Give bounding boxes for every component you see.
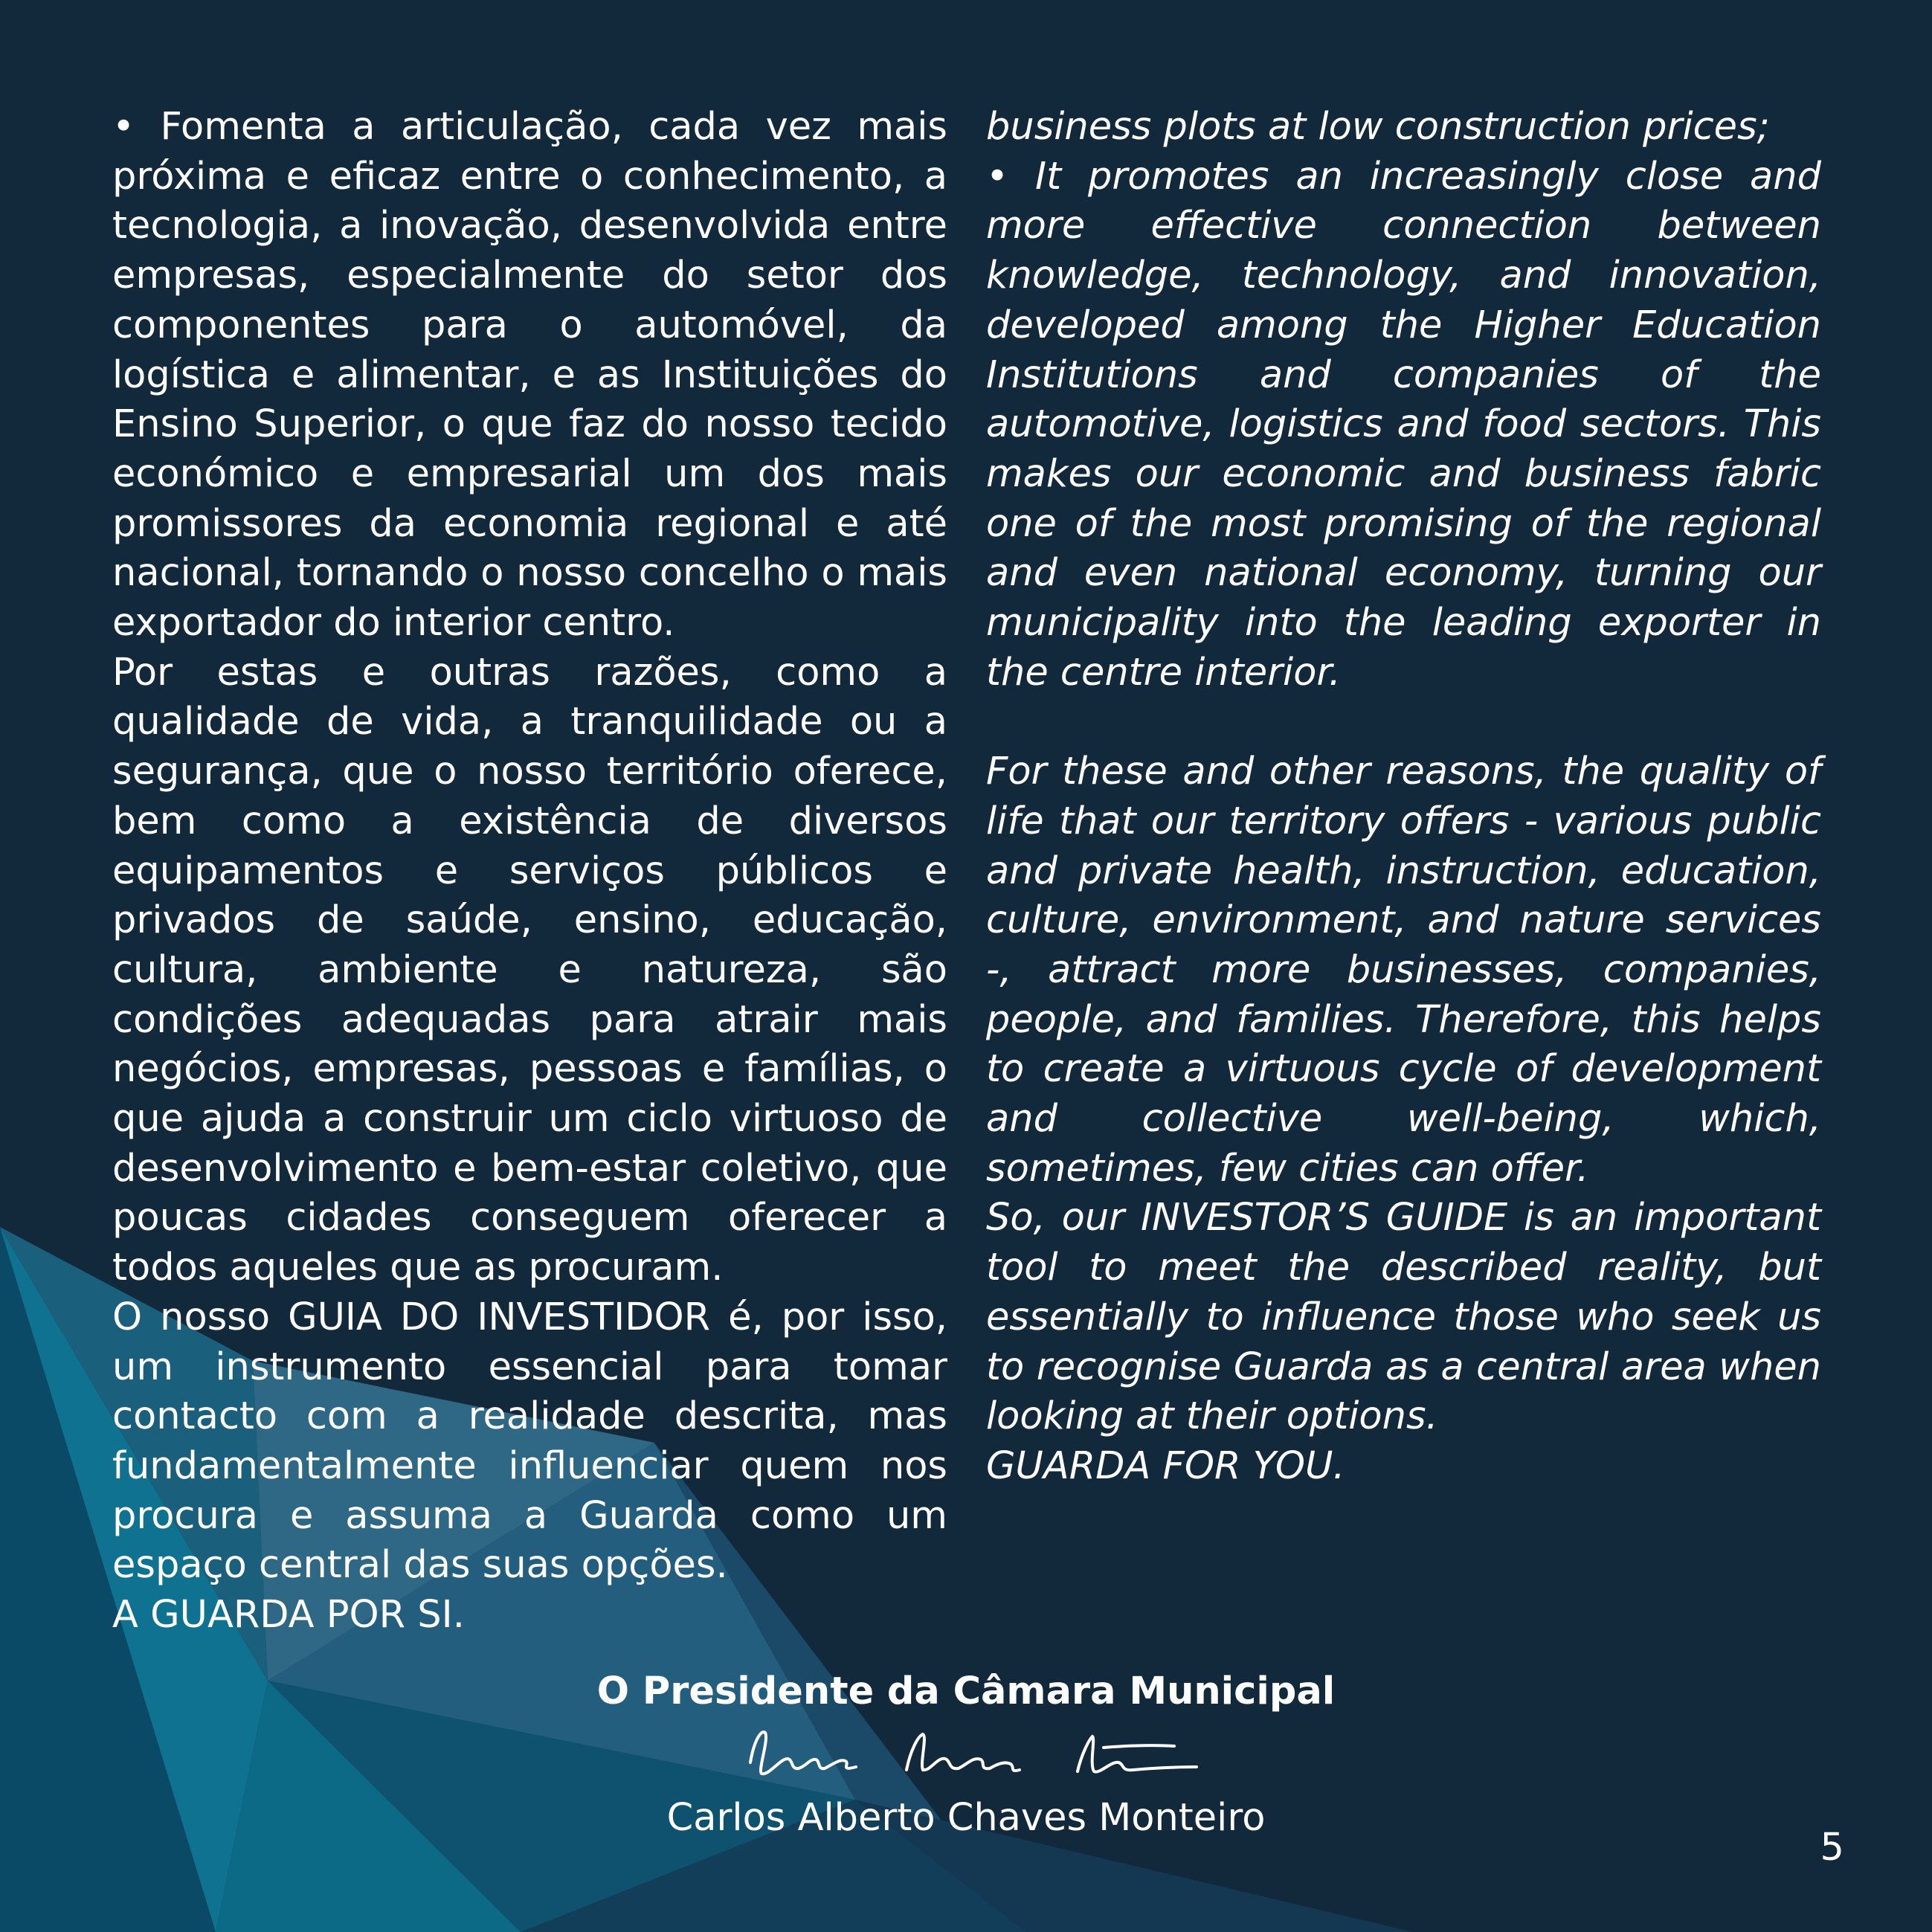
- portuguese-text-column: [112, 103, 947, 1640]
- right-paragraph-3: For these and other reasons, the quality of life that our territory offers - various public and private health, instruction, education, culture, environment, and nature services -, attract more businesses, companies, people, and families. Therefore, this helps to create a virtuous cycle of development and collective well-being, which, sometimes, few cities can offer.: [986, 750, 1821, 1191]
- page-number: 5: [1820, 1826, 1844, 1870]
- right-paragraph-5: GUARDA FOR YOU.: [986, 1443, 1345, 1488]
- english-text-column: [986, 103, 1821, 1492]
- right-paragraph-1: business plots at low construction prices;: [986, 105, 1770, 149]
- signature-block: [0, 1666, 1932, 1844]
- paragraph-spacer: [986, 698, 1821, 747]
- left-paragraph-4: A GUARDA POR SI.: [112, 1593, 465, 1638]
- handwritten-signature: [728, 1718, 1204, 1792]
- left-paragraph-2: Por estas e outras razões, como a qualidade de vida, a tranquilidade ou a segurança, que o nosso território oferece, bem como a existência de diversos equipamentos e serviços públicos e privados de saúde, ensino, educação, cultura, ambiente e natureza, são condições adequadas para atrair mais negócios, empresas, pessoas e famílias, o que ajuda a construir um ciclo virtuoso de desenvolvimento e bem-estar coletivo, que poucas cidades conseguem oferecer a todos aqueles que as procuram.: [112, 650, 947, 1290]
- left-paragraph-3: O nosso GUIA DO INVESTIDOR é, por isso, um instrumento essencial para tomar contacto com a realidade descrita, mas fundamentalmente influenciar quem nos procura e assuma a Guarda como um espaço central das suas opções.: [112, 1295, 947, 1588]
- right-paragraph-2: • It promotes an increasingly close and more effective connection between knowledge, technology, and innovation, developed among the Higher Education Institutions and companies of the automotive, logistics and food sectors. This makes our economic and business fabric one of the most promising of the regional and even national economy, turning our municipality into the leading exporter in the centre interior.: [986, 154, 1821, 695]
- signatory-name: Carlos Alberto Chaves Monteiro: [666, 1796, 1266, 1840]
- right-paragraph-4: So, our INVESTOR’S GUIDE is an important tool to meet the described reality, but essentially to influence those who seek us to recognise Guarda as a central area when looking at their options.: [986, 1196, 1821, 1439]
- signatory-title: O Presidente da Câmara Municipal: [596, 1669, 1336, 1713]
- left-paragraph-1: • Fomenta a articulação, cada vez mais próxima e eficaz entre o conhecimento, a tecnologia, a inovação, desenvolvida entre empresas, especialmente do setor dos componentes para o automóvel, da logística e alimentar, e as Instituições do Ensino Superior, o que faz do nosso tecido económico e empresarial um dos mais promissores da economia regional e até nacional, tornando o nosso concelho o mais exportador do interior centro.: [112, 105, 947, 645]
